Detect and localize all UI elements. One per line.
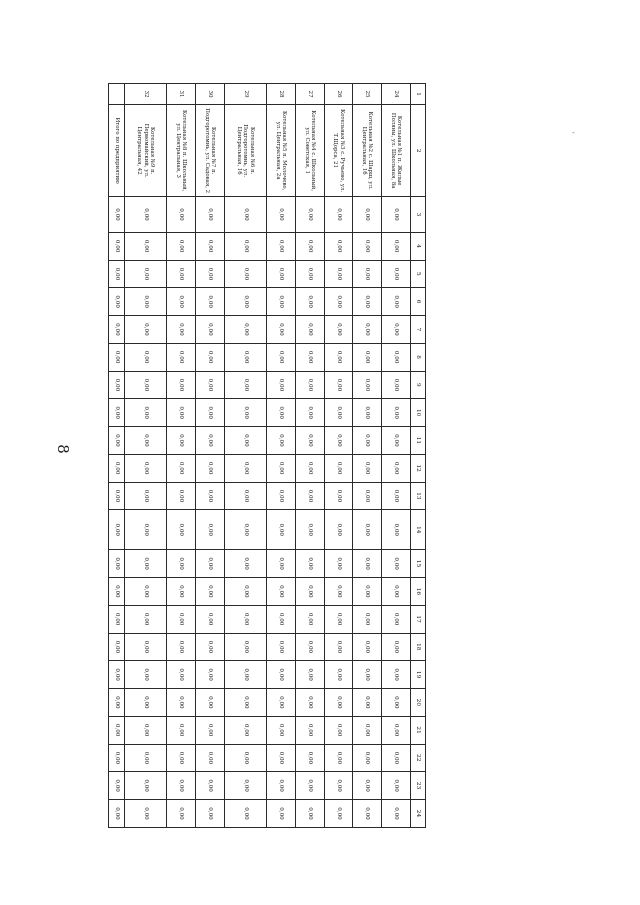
header-cell: 4 — [411, 232, 426, 260]
value-cell: 0,00 — [382, 550, 411, 578]
value-cell: 0,00 — [195, 716, 224, 744]
value-cell: 0,00 — [324, 689, 353, 717]
value-cell: 0,00 — [266, 578, 295, 606]
value-cell: 0,00 — [167, 689, 196, 717]
value-cell: 0,00 — [324, 510, 353, 550]
value-cell: 0,00 — [266, 633, 295, 661]
value-cell: 0,00 — [266, 661, 295, 689]
value-cell: 0,00 — [224, 482, 266, 510]
value-cell: 0,00 — [382, 744, 411, 772]
value-cell: 0,00 — [167, 454, 196, 482]
value-cell: 0,00 — [295, 689, 324, 717]
value-cell: 0,00 — [295, 316, 324, 344]
value-cell: 0,00 — [195, 661, 224, 689]
value-cell: 0,00 — [266, 800, 295, 828]
value-cell: 0,00 — [324, 197, 353, 233]
value-cell: 0,00 — [353, 772, 382, 800]
value-cell: 0,00 — [167, 482, 196, 510]
value-cell: 0,00 — [224, 744, 266, 772]
value-cell: 0,00 — [266, 744, 295, 772]
value-cell: 0,00 — [382, 427, 411, 455]
header-cell: 8 — [411, 343, 426, 371]
value-cell: 0,00 — [266, 232, 295, 260]
value-cell: 0,00 — [224, 454, 266, 482]
value-cell: 0,00 — [324, 482, 353, 510]
value-cell: 0,00 — [224, 661, 266, 689]
header-cell: 12 — [411, 454, 426, 482]
value-cell: 0,00 — [195, 288, 224, 316]
header-cell: 13 — [411, 482, 426, 510]
value-cell: 0,00 — [382, 716, 411, 744]
value-cell: 0,00 — [109, 482, 125, 510]
table-row — [224, 84, 266, 828]
value-cell: 0,00 — [109, 772, 125, 800]
value-cell: 0,00 — [295, 550, 324, 578]
value-cell: 0,00 — [125, 744, 167, 772]
value-cell: 0,00 — [109, 744, 125, 772]
value-cell: 0,00 — [195, 800, 224, 828]
value-cell: 0,00 — [167, 427, 196, 455]
value-cell: 0,00 — [167, 288, 196, 316]
value-cell: 0,00 — [224, 260, 266, 288]
value-cell: 0,00 — [224, 716, 266, 744]
row-number-cell: 32 — [125, 84, 167, 105]
value-cell: 0,00 — [195, 744, 224, 772]
value-cell: 0,00 — [195, 454, 224, 482]
value-cell: 0,00 — [353, 744, 382, 772]
header-row — [411, 84, 426, 828]
table-row — [324, 84, 353, 828]
header-cell: 17 — [411, 605, 426, 633]
header-cell: 7 — [411, 316, 426, 344]
value-cell: 0,00 — [382, 316, 411, 344]
value-cell: 0,00 — [266, 605, 295, 633]
value-cell: 0,00 — [266, 316, 295, 344]
value-cell: 0,00 — [195, 605, 224, 633]
value-cell: 0,00 — [324, 550, 353, 578]
value-cell: 0,00 — [125, 772, 167, 800]
value-cell: 0,00 — [125, 689, 167, 717]
value-cell: 0,00 — [109, 689, 125, 717]
row-number-cell: 29 — [224, 84, 266, 105]
value-cell: 0,00 — [295, 605, 324, 633]
value-cell: 0,00 — [324, 744, 353, 772]
value-cell: 0,00 — [353, 661, 382, 689]
value-cell: 0,00 — [382, 197, 411, 233]
value-cell: 0,00 — [224, 772, 266, 800]
value-cell: 0,00 — [195, 427, 224, 455]
value-cell: 0,00 — [382, 399, 411, 427]
value-cell: 0,00 — [382, 232, 411, 260]
value-cell: 0,00 — [224, 371, 266, 399]
value-cell: 0,00 — [324, 661, 353, 689]
value-cell: 0,00 — [125, 605, 167, 633]
row-number-cell: 24 — [382, 84, 411, 105]
value-cell: 0,00 — [125, 260, 167, 288]
value-cell: 0,00 — [167, 744, 196, 772]
value-cell: 0,00 — [125, 800, 167, 828]
header-cell: 2 — [411, 105, 426, 197]
value-cell: 0,00 — [167, 197, 196, 233]
value-cell: 0,00 — [295, 371, 324, 399]
header-cell: 6 — [411, 288, 426, 316]
value-cell: 0,00 — [195, 633, 224, 661]
header-cell: 21 — [411, 716, 426, 744]
value-cell: 0,00 — [324, 316, 353, 344]
value-cell: 0,00 — [295, 633, 324, 661]
value-cell: 0,00 — [109, 716, 125, 744]
value-cell: 0,00 — [224, 550, 266, 578]
value-cell: 0,00 — [167, 661, 196, 689]
table-row — [266, 84, 295, 828]
value-cell: 0,00 — [295, 716, 324, 744]
value-cell: 0,00 — [125, 197, 167, 233]
value-cell: 0,00 — [382, 661, 411, 689]
value-cell: 0,00 — [224, 232, 266, 260]
value-cell: 0,00 — [195, 197, 224, 233]
value-cell: 0,00 — [224, 578, 266, 606]
value-cell: 0,00 — [109, 343, 125, 371]
value-cell: 0,00 — [353, 316, 382, 344]
boiler-name-cell: Котельная №6 п. Подгоротомнь, ул. Центральная, 1б — [224, 105, 266, 197]
header-cell: 23 — [411, 772, 426, 800]
header-cell: 15 — [411, 550, 426, 578]
value-cell: 0,00 — [195, 343, 224, 371]
boiler-name-cell: Котельная №2 с. Шарш, ул. Центральная, 1б — [353, 105, 382, 197]
page-mark: - — [572, 128, 575, 137]
value-cell: 0,00 — [195, 316, 224, 344]
row-number-cell: 31 — [167, 84, 196, 105]
value-cell: 0,00 — [382, 288, 411, 316]
boiler-name-cell: Котельная №7 п. Подгоротомнь, ул. Садовая, 2 — [195, 105, 224, 197]
value-cell: 0,00 — [382, 605, 411, 633]
value-cell: 0,00 — [125, 578, 167, 606]
value-cell: 0,00 — [125, 633, 167, 661]
value-cell: 0,00 — [125, 316, 167, 344]
value-cell: 0,00 — [167, 232, 196, 260]
value-cell: 0,00 — [195, 772, 224, 800]
value-cell: 0,00 — [167, 772, 196, 800]
value-cell: 0,00 — [125, 482, 167, 510]
value-cell: 0,00 — [353, 510, 382, 550]
value-cell: 0,00 — [167, 800, 196, 828]
header-cell: 11 — [411, 427, 426, 455]
value-cell: 0,00 — [295, 454, 324, 482]
value-cell: 0,00 — [353, 454, 382, 482]
value-cell: 0,00 — [125, 399, 167, 427]
value-cell: 0,00 — [353, 716, 382, 744]
header-cell: 10 — [411, 399, 426, 427]
value-cell: 0,00 — [353, 689, 382, 717]
value-cell: 0,00 — [324, 288, 353, 316]
value-cell: 0,00 — [167, 578, 196, 606]
value-cell: 0,00 — [224, 510, 266, 550]
value-cell: 0,00 — [167, 260, 196, 288]
value-cell: 0,00 — [353, 288, 382, 316]
header-cell: 9 — [411, 371, 426, 399]
header-cell: 1 — [411, 84, 426, 105]
value-cell: 0,00 — [109, 260, 125, 288]
value-cell: 0,00 — [109, 454, 125, 482]
boiler-name-cell: Котельная №5 п. Молочево, ул. Центральная, 2а — [266, 105, 295, 197]
value-cell: 0,00 — [109, 288, 125, 316]
value-cell: 0,00 — [382, 371, 411, 399]
value-cell: 0,00 — [167, 510, 196, 550]
header-cell: 20 — [411, 689, 426, 717]
value-cell: 0,00 — [125, 454, 167, 482]
value-cell: 0,00 — [195, 689, 224, 717]
value-cell: 0,00 — [195, 399, 224, 427]
value-cell: 0,00 — [224, 343, 266, 371]
value-cell: 0,00 — [382, 510, 411, 550]
value-cell: 0,00 — [324, 454, 353, 482]
header-cell: 19 — [411, 661, 426, 689]
header-cell: 16 — [411, 578, 426, 606]
value-cell: 0,00 — [324, 343, 353, 371]
value-cell: 0,00 — [353, 197, 382, 233]
header-cell: 24 — [411, 800, 426, 828]
value-cell: 0,00 — [195, 232, 224, 260]
value-cell: 0,00 — [125, 371, 167, 399]
value-cell: 0,00 — [353, 550, 382, 578]
value-cell: 0,00 — [353, 232, 382, 260]
value-cell: 0,00 — [382, 772, 411, 800]
value-cell: 0,00 — [224, 605, 266, 633]
value-cell: 0,00 — [295, 744, 324, 772]
value-cell: 0,00 — [324, 716, 353, 744]
value-cell: 0,00 — [324, 800, 353, 828]
value-cell: 0,00 — [167, 550, 196, 578]
row-number-cell — [109, 84, 125, 105]
header-cell: 14 — [411, 510, 426, 550]
value-cell: 0,00 — [224, 800, 266, 828]
value-cell: 0,00 — [353, 800, 382, 828]
value-cell: 0,00 — [353, 633, 382, 661]
value-cell: 0,00 — [109, 661, 125, 689]
data-table-frame — [108, 83, 426, 828]
value-cell: 0,00 — [382, 260, 411, 288]
value-cell: 0,00 — [295, 232, 324, 260]
value-cell: 0,00 — [167, 343, 196, 371]
value-cell: 0,00 — [295, 482, 324, 510]
value-cell: 0,00 — [266, 343, 295, 371]
row-number-cell: 25 — [353, 84, 382, 105]
value-cell: 0,00 — [382, 633, 411, 661]
value-cell: 0,00 — [195, 260, 224, 288]
value-cell: 0,00 — [224, 689, 266, 717]
value-cell: 0,00 — [295, 800, 324, 828]
header-cell: 22 — [411, 744, 426, 772]
value-cell: 0,00 — [109, 316, 125, 344]
header-cell: 3 — [411, 197, 426, 233]
value-cell: 0,00 — [266, 482, 295, 510]
value-cell: 0,00 — [195, 482, 224, 510]
value-cell: 0,00 — [195, 578, 224, 606]
value-cell: 0,00 — [109, 800, 125, 828]
value-cell: 0,00 — [382, 482, 411, 510]
value-cell: 0,00 — [353, 427, 382, 455]
value-cell: 0,00 — [266, 454, 295, 482]
value-cell: 0,00 — [266, 716, 295, 744]
value-cell: 0,00 — [167, 316, 196, 344]
value-cell: 0,00 — [353, 260, 382, 288]
table-row — [382, 84, 411, 828]
value-cell: 0,00 — [266, 772, 295, 800]
page-number: 8 — [53, 444, 72, 454]
value-cell: 0,00 — [266, 260, 295, 288]
row-number-cell: 27 — [295, 84, 324, 105]
value-cell: 0,00 — [295, 197, 324, 233]
value-cell: 0,00 — [109, 232, 125, 260]
value-cell: 0,00 — [353, 605, 382, 633]
value-cell: 0,00 — [125, 716, 167, 744]
value-cell: 0,00 — [295, 661, 324, 689]
value-cell: 0,00 — [224, 288, 266, 316]
value-cell: 0,00 — [266, 427, 295, 455]
value-cell: 0,00 — [353, 578, 382, 606]
value-cell: 0,00 — [125, 343, 167, 371]
value-cell: 0,00 — [195, 371, 224, 399]
value-cell: 0,00 — [224, 197, 266, 233]
value-cell: 0,00 — [266, 371, 295, 399]
value-cell: 0,00 — [109, 427, 125, 455]
value-cell: 0,00 — [295, 260, 324, 288]
value-cell: 0,00 — [167, 371, 196, 399]
value-cell: 0,00 — [125, 550, 167, 578]
table-row — [109, 84, 125, 828]
value-cell: 0,00 — [353, 371, 382, 399]
value-cell: 0,00 — [224, 399, 266, 427]
table-row — [353, 84, 382, 828]
value-cell: 0,00 — [167, 633, 196, 661]
value-cell: 0,00 — [295, 510, 324, 550]
value-cell: 0,00 — [266, 288, 295, 316]
value-cell: 0,00 — [125, 232, 167, 260]
value-cell: 0,00 — [109, 399, 125, 427]
value-cell: 0,00 — [224, 633, 266, 661]
value-cell: 0,00 — [266, 197, 295, 233]
value-cell: 0,00 — [353, 399, 382, 427]
value-cell: 0,00 — [224, 316, 266, 344]
value-cell: 0,00 — [324, 399, 353, 427]
value-cell: 0,00 — [295, 772, 324, 800]
boiler-name-cell: Котельная №4 с. Школьный, ул. Советская, 1 — [295, 105, 324, 197]
data-table — [108, 83, 426, 828]
value-cell: 0,00 — [295, 427, 324, 455]
header-cell: 5 — [411, 260, 426, 288]
value-cell: 0,00 — [382, 343, 411, 371]
value-cell: 0,00 — [266, 550, 295, 578]
value-cell: 0,00 — [295, 343, 324, 371]
value-cell: 0,00 — [324, 605, 353, 633]
value-cell: 0,00 — [125, 288, 167, 316]
value-cell: 0,00 — [125, 427, 167, 455]
table-row — [125, 84, 167, 828]
value-cell: 0,00 — [382, 800, 411, 828]
value-cell: 0,00 — [109, 633, 125, 661]
boiler-name-cell: Котельная №8 п. Школьный, ул. Центральная, 3 — [167, 105, 196, 197]
header-cell: 18 — [411, 633, 426, 661]
table-row — [167, 84, 196, 828]
value-cell: 0,00 — [324, 427, 353, 455]
value-cell: 0,00 — [324, 232, 353, 260]
value-cell: 0,00 — [109, 605, 125, 633]
table-row — [295, 84, 324, 828]
value-cell: 0,00 — [167, 605, 196, 633]
rotated-table-container — [108, 83, 426, 828]
value-cell: 0,00 — [353, 482, 382, 510]
row-number-cell: 28 — [266, 84, 295, 105]
value-cell: 0,00 — [266, 399, 295, 427]
value-cell: 0,00 — [324, 578, 353, 606]
value-cell: 0,00 — [353, 343, 382, 371]
value-cell: 0,00 — [266, 510, 295, 550]
value-cell: 0,00 — [324, 633, 353, 661]
value-cell: 0,00 — [167, 399, 196, 427]
table-row — [195, 84, 224, 828]
value-cell: 0,00 — [224, 427, 266, 455]
boiler-name-cell: Котельная №3 с. Ручьево, ул. Т.Щорса, 21 — [324, 105, 353, 197]
boiler-name-cell: Котельная №1 п. Жилые Поляны, ул. Школьная, 8а — [382, 105, 411, 197]
value-cell: 0,00 — [324, 772, 353, 800]
boiler-name-cell: Итого по предприятию — [109, 105, 125, 197]
value-cell: 0,00 — [125, 661, 167, 689]
value-cell: 0,00 — [295, 288, 324, 316]
value-cell: 0,00 — [295, 399, 324, 427]
value-cell: 0,00 — [109, 510, 125, 550]
value-cell: 0,00 — [125, 510, 167, 550]
value-cell: 0,00 — [195, 550, 224, 578]
value-cell: 0,00 — [324, 371, 353, 399]
value-cell: 0,00 — [167, 716, 196, 744]
value-cell: 0,00 — [109, 578, 125, 606]
value-cell: 0,00 — [295, 578, 324, 606]
row-number-cell: 30 — [195, 84, 224, 105]
row-number-cell: 26 — [324, 84, 353, 105]
boiler-name-cell: Котельная №9 п. Первомайский, ул. Центральная, 42 — [125, 105, 167, 197]
value-cell: 0,00 — [266, 689, 295, 717]
value-cell: 0,00 — [109, 550, 125, 578]
value-cell: 0,00 — [195, 510, 224, 550]
value-cell: 0,00 — [382, 454, 411, 482]
value-cell: 0,00 — [382, 689, 411, 717]
value-cell: 0,00 — [324, 260, 353, 288]
value-cell: 0,00 — [382, 578, 411, 606]
value-cell: 0,00 — [109, 197, 125, 233]
value-cell: 0,00 — [109, 371, 125, 399]
